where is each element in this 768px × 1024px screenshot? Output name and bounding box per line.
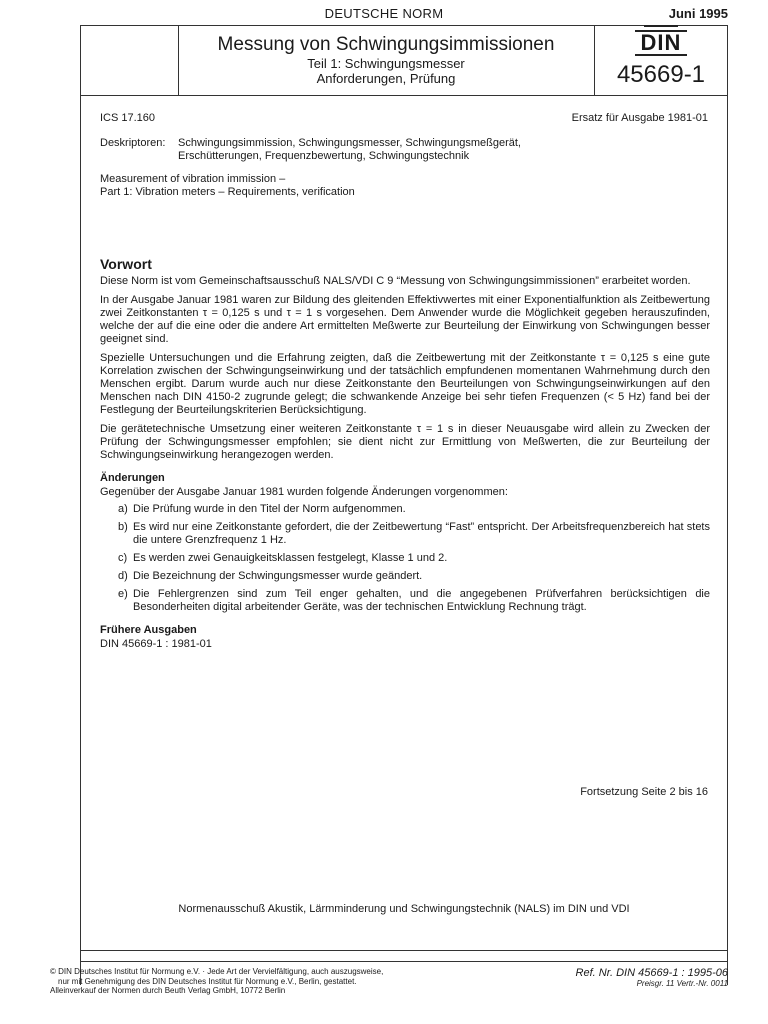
list-item <box>118 503 710 516</box>
copyright-line-3: Alleinverkauf der Normen durch Beuth Verlag GmbH, 10772 Berlin <box>50 986 286 995</box>
top-bar <box>0 6 768 24</box>
ics-code: ICS 17.160 <box>100 112 156 124</box>
price-group: Preisgr. 11 Vertr.-Nr. 0011 <box>636 979 728 988</box>
din-logo: DIN <box>635 30 688 56</box>
english-title-line-2: Part 1: Vibration meters – Requirements, verification <box>100 186 355 198</box>
list-item-text: Es wird nur eine Zeitkonstante gefordert, die der Zeitbewertung “Fast” entspricht. Der Arbeitsfrequenzbereich hat stets die untere Grenzfrequenz 1 Hz. <box>133 521 710 546</box>
list-item-text: Die Prüfung wurde in den Titel der Norm aufgenommen. <box>133 503 406 515</box>
list-marker: e) <box>118 588 128 600</box>
vorwort-heading: Vorwort <box>100 256 152 272</box>
vorwort-paragraph-2: In der Ausgabe Januar 1981 waren zur Bildung des gleitenden Effektivwertes mit einer Exponentialfunktion als Zeitbewertung zwei Zeitkonstanten τ = 0,125 s und τ = 1 s vorgesehen. Dem Anwender wurde die Möglichkeit gegeben herauszufinden, welche der auf die eine oder die andere Art ermittelten Meßwerte zur Beurteilung der Einwirkung von Schwingungen besser geeignet sind. <box>100 294 710 345</box>
list-item <box>118 570 710 583</box>
document-subtitle-1: Teil 1: Schwingungsmesser <box>307 56 465 71</box>
english-title <box>100 173 355 199</box>
deskriptoren-line-2: Erschütterungen, Frequenzbewertung, Schwingungstechnik <box>178 150 470 162</box>
document-title: Messung von Schwingungsimmissionen <box>217 34 555 55</box>
aenderungen-list <box>100 503 710 614</box>
list-item <box>118 521 710 547</box>
header-bottom-line <box>80 95 728 96</box>
footer-top-line <box>80 950 728 951</box>
fruehere-text: DIN 45669-1 : 1981-01 <box>100 638 212 650</box>
committee-line: Normenausschuß Akustik, Lärmminderung und Schwingungstechnik (NALS) im DIN und VDI <box>178 903 630 915</box>
reference-number: Ref. Nr. DIN 45669-1 : 1995-06 <box>575 967 728 979</box>
list-item-text: Die Fehlergrenzen sind zum Teil enger gehalten, und die angegebenen Prüfverfahren berücksichtigen die Besonderheiten digital arbeitender Geräte, was der technischen Entwicklung Rechnung trägt. <box>133 588 710 613</box>
copyright-line-2: nur mit Genehmigung des DIN Deutsches Institut für Normung e.V., Berlin, gestattet. <box>58 976 357 986</box>
din-block <box>594 30 728 90</box>
issue-date: Juni 1995 <box>668 6 728 21</box>
list-item <box>118 588 710 614</box>
list-item <box>118 552 710 565</box>
deskriptoren-label: Deskriptoren: <box>100 137 166 149</box>
footer-copyright <box>50 967 450 996</box>
footer-second-line <box>80 961 728 962</box>
list-marker: d) <box>118 570 128 582</box>
vorwort-paragraph-1: Diese Norm ist vom Gemeinschaftsausschuß NALS/VDI C 9 “Messung von Schwingungsimmissionen” erarbeitet worden. <box>100 275 691 287</box>
aenderungen-heading: Änderungen <box>100 472 165 484</box>
copyright-line-1: © DIN Deutsches Institut für Normung e.V. · Jede Art der Vervielfältigung, auch auszugsweise, <box>50 967 384 976</box>
din-number: 45669-1 <box>616 61 706 88</box>
list-item-text: Die Bezeichnung der Schwingungsmesser wurde geändert. <box>133 570 423 582</box>
deskriptoren <box>178 137 521 163</box>
norm-label: DEUTSCHE NORM <box>324 6 444 21</box>
list-marker: a) <box>118 503 128 515</box>
aenderungen-intro: Gegenüber der Ausgabe Januar 1981 wurden folgende Änderungen vorgenommen: <box>100 486 508 498</box>
vorwort-paragraph-4: Die gerätetechnische Umsetzung einer weiteren Zeitkonstante τ = 1 s in dieser Neuausgabe wird allein zu Zwecken der Prüfung der Schwingungsmesser empfohlen; sie dient nicht zur Ermittlung von Meßwerten, die zur Beurteilung der Schwingungseinwirkung herangezogen werden. <box>100 423 710 461</box>
list-marker: b) <box>118 521 128 533</box>
document-subtitle-2: Anforderungen, Prüfung <box>316 71 456 86</box>
english-title-line-1: Measurement of vibration immission – <box>100 173 286 185</box>
main-content <box>100 258 710 651</box>
vorwort-paragraph-3: Spezielle Untersuchungen und die Erfahrung zeigten, daß die Zeitbewertung mit der Zeitkonstante τ = 0,125 s eine gute Korrelation zwischen der Schwingungseinwirkung und der tatsächlich empfundenen momentanen Wahrnehmung durch den Menschen ergibt. Darum wurde auch nur diese Zeitkonstante den Beurteilungen von Schwingungseinwirkungen auf den Menschen nach DIN 4150-2 zugrunde gelegt; die schwankende Anzeige bei sehr tiefen Frequenzen (< 5 Hz) fand bei der Festlegung der Beurteilungskriterien Berücksichtigung. <box>100 352 710 416</box>
list-marker: c) <box>118 552 128 564</box>
title-block <box>178 34 594 86</box>
footer-reference <box>576 967 728 989</box>
deskriptoren-line-1: Schwingungsimmission, Schwingungsmesser, Schwingungsmeßgerät, <box>178 137 521 149</box>
ersatz-note: Ersatz für Ausgabe 1981-01 <box>571 112 708 124</box>
fruehere-heading: Frühere Ausgaben <box>100 624 197 636</box>
list-item-text: Es werden zwei Genauigkeitsklassen festgelegt, Klasse 1 und 2. <box>133 552 448 564</box>
continuation-note: Fortsetzung Seite 2 bis 16 <box>580 786 708 798</box>
